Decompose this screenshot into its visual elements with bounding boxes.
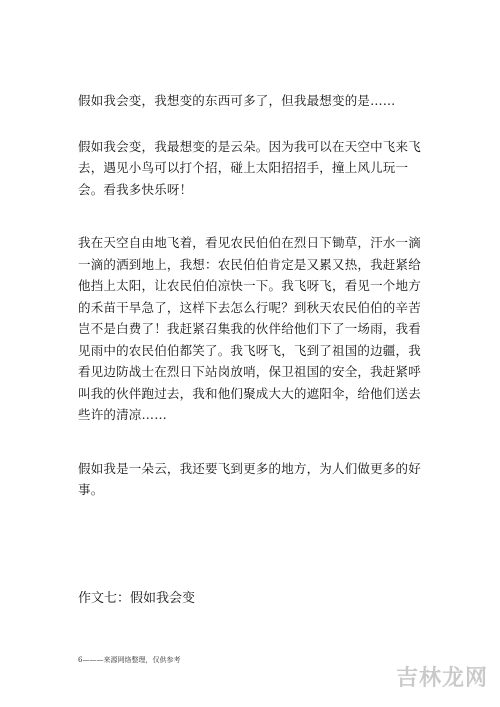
paragraph-cloud-deeds: 我在天空自由地飞着，看见农民伯伯在烈日下锄草，汗水一滴一滴的洒到地上，我想：农民伯伯肯定是又累又热，我赶紧给他挡上太阳，让农民伯伯凉快一下。我飞呀飞，看见一个地方的禾苗干旱急了，这样下去怎么行呢？到秋天农民伯伯的辛苦岂不是白费了！我赶紧召集我的伙伴给他们下了一场雨，我看见雨中的农民伯伯都笑了。我飞呀飞，飞到了祖国的边疆，我看见边防战士在烈日下站岗放哨，保卫祖国的安全，我赶紧呼叫我的伙伴跑过去，我和他们聚成大大的遮阳伞，给他们送去些许的清凉…… (78, 235, 421, 422)
section-heading: 作文七：假如我会变 (78, 591, 196, 606)
paragraph-cloud-wish: 假如我会变，我最想变的是云朵。因为我可以在天空中飞来飞去，遇见小鸟可以打个招，碰上太阳招招手，撞上风儿玩一会。看我多快乐呀！ (78, 138, 421, 197)
paragraph-intro: 假如我会变，我想变的东西可多了，但我最想变的是…… (78, 93, 396, 108)
page-footer: 6———来源网络整理，仅供参考 (78, 656, 181, 664)
watermark-logo: 吉林龙网 (395, 666, 488, 691)
essay-body (78, 90, 433, 501)
paragraph-conclusion: 假如我是一朵云，我还要飞到更多的地方，为人们做更多的好事。 (78, 460, 421, 497)
